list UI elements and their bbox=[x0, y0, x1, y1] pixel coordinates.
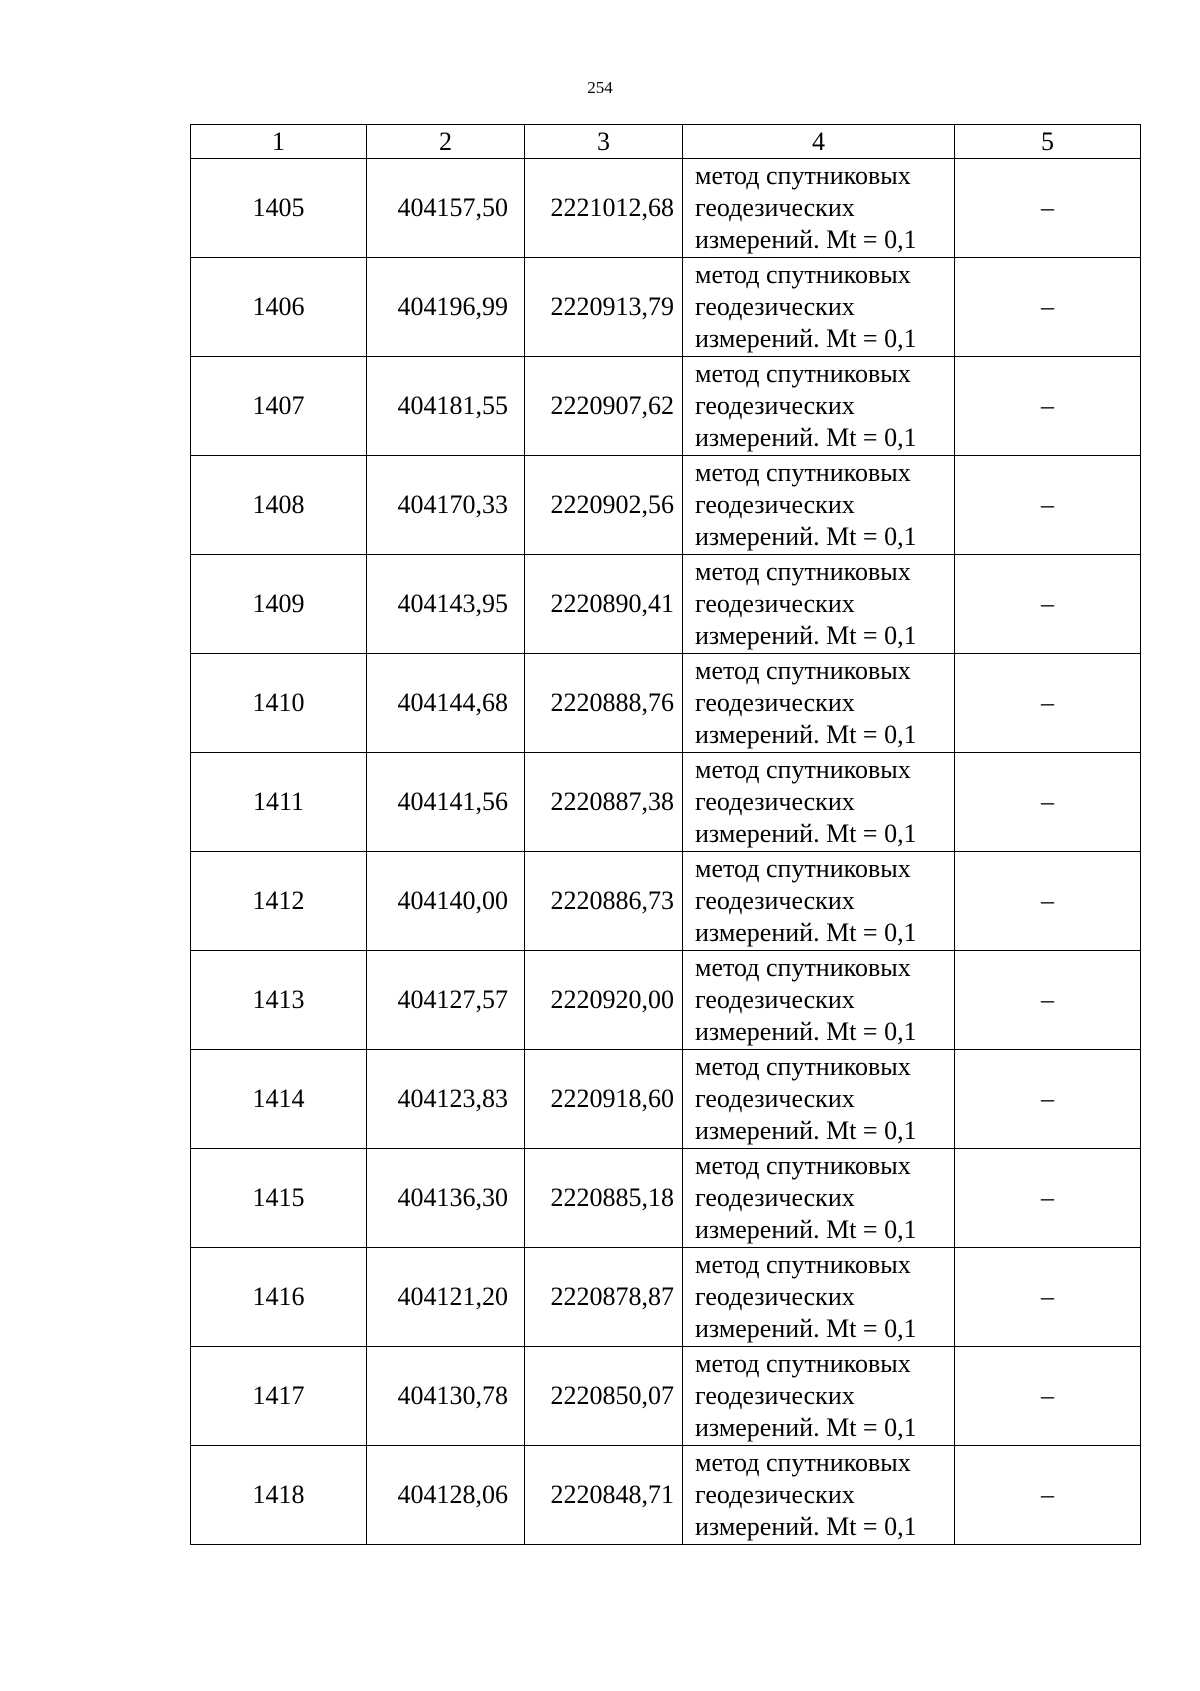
column-5-cell: – bbox=[955, 1347, 1141, 1446]
column-5-cell: – bbox=[955, 1149, 1141, 1248]
y-coordinate-cell: 2220902,56 bbox=[525, 456, 683, 555]
method-cell bbox=[683, 753, 955, 852]
method-line: измерений. Mt = 0,1 bbox=[695, 918, 917, 947]
column-5-cell: – bbox=[955, 456, 1141, 555]
table-row bbox=[191, 951, 1141, 1050]
table-row bbox=[191, 1149, 1141, 1248]
column-header: 2 bbox=[367, 125, 525, 159]
table-row bbox=[191, 753, 1141, 852]
table-row bbox=[191, 357, 1141, 456]
table-row bbox=[191, 159, 1141, 258]
coordinates-table bbox=[190, 124, 1141, 1545]
method-line: геодезических bbox=[695, 589, 855, 618]
point-number-cell: 1418 bbox=[191, 1446, 367, 1545]
table-row bbox=[191, 1248, 1141, 1347]
point-number-cell: 1408 bbox=[191, 456, 367, 555]
table-row bbox=[191, 1050, 1141, 1149]
x-coordinate-cell: 404196,99 bbox=[367, 258, 525, 357]
method-line: геодезических bbox=[695, 490, 855, 519]
method-line: измерений. Mt = 0,1 bbox=[695, 1314, 917, 1343]
method-line: измерений. Mt = 0,1 bbox=[695, 423, 917, 452]
x-coordinate-cell: 404170,33 bbox=[367, 456, 525, 555]
method-cell bbox=[683, 1248, 955, 1347]
method-line: метод спутниковых bbox=[695, 1052, 911, 1081]
point-number-cell: 1405 bbox=[191, 159, 367, 258]
column-header: 4 bbox=[683, 125, 955, 159]
x-coordinate-cell: 404127,57 bbox=[367, 951, 525, 1050]
y-coordinate-cell: 2220878,87 bbox=[525, 1248, 683, 1347]
y-coordinate-cell: 2220850,07 bbox=[525, 1347, 683, 1446]
point-number-cell: 1411 bbox=[191, 753, 367, 852]
method-line: измерений. Mt = 0,1 bbox=[695, 1215, 917, 1244]
point-number-cell: 1406 bbox=[191, 258, 367, 357]
method-line: метод спутниковых bbox=[695, 854, 911, 883]
method-line: метод спутниковых bbox=[695, 755, 911, 784]
table-row bbox=[191, 852, 1141, 951]
point-number-cell: 1409 bbox=[191, 555, 367, 654]
method-cell bbox=[683, 357, 955, 456]
point-number-cell: 1415 bbox=[191, 1149, 367, 1248]
method-cell bbox=[683, 1347, 955, 1446]
method-cell bbox=[683, 1446, 955, 1545]
method-line: геодезических bbox=[695, 193, 855, 222]
method-cell bbox=[683, 1050, 955, 1149]
method-line: метод спутниковых bbox=[695, 1349, 911, 1378]
point-number-cell: 1410 bbox=[191, 654, 367, 753]
point-number-cell: 1417 bbox=[191, 1347, 367, 1446]
x-coordinate-cell: 404136,30 bbox=[367, 1149, 525, 1248]
method-line: геодезических bbox=[695, 985, 855, 1014]
method-cell bbox=[683, 951, 955, 1050]
method-line: измерений. Mt = 0,1 bbox=[695, 225, 917, 254]
method-line: измерений. Mt = 0,1 bbox=[695, 621, 917, 650]
column-5-cell: – bbox=[955, 852, 1141, 951]
column-5-cell: – bbox=[955, 555, 1141, 654]
method-line: геодезических bbox=[695, 1183, 855, 1212]
y-coordinate-cell: 2220913,79 bbox=[525, 258, 683, 357]
column-5-cell: – bbox=[955, 1248, 1141, 1347]
point-number-cell: 1413 bbox=[191, 951, 367, 1050]
method-line: измерений. Mt = 0,1 bbox=[695, 1413, 917, 1442]
y-coordinate-cell: 2220920,00 bbox=[525, 951, 683, 1050]
method-line: геодезических bbox=[695, 391, 855, 420]
x-coordinate-cell: 404128,06 bbox=[367, 1446, 525, 1545]
y-coordinate-cell: 2220918,60 bbox=[525, 1050, 683, 1149]
x-coordinate-cell: 404181,55 bbox=[367, 357, 525, 456]
x-coordinate-cell: 404157,50 bbox=[367, 159, 525, 258]
method-line: метод спутниковых bbox=[695, 161, 911, 190]
column-5-cell: – bbox=[955, 1050, 1141, 1149]
method-cell bbox=[683, 555, 955, 654]
method-line: метод спутниковых bbox=[695, 458, 911, 487]
column-5-cell: – bbox=[955, 357, 1141, 456]
y-coordinate-cell: 2220890,41 bbox=[525, 555, 683, 654]
column-header: 3 bbox=[525, 125, 683, 159]
x-coordinate-cell: 404140,00 bbox=[367, 852, 525, 951]
method-cell bbox=[683, 456, 955, 555]
method-cell bbox=[683, 1149, 955, 1248]
method-line: измерений. Mt = 0,1 bbox=[695, 819, 917, 848]
method-line: метод спутниковых bbox=[695, 359, 911, 388]
table-body bbox=[191, 159, 1141, 1545]
method-line: измерений. Mt = 0,1 bbox=[695, 1512, 917, 1541]
y-coordinate-cell: 2220887,38 bbox=[525, 753, 683, 852]
method-line: геодезических bbox=[695, 1480, 855, 1509]
point-number-cell: 1414 bbox=[191, 1050, 367, 1149]
method-line: геодезических bbox=[695, 1282, 855, 1311]
column-5-cell: – bbox=[955, 753, 1141, 852]
method-line: геодезических bbox=[695, 688, 855, 717]
method-line: метод спутниковых bbox=[695, 656, 911, 685]
method-line: метод спутниковых bbox=[695, 557, 911, 586]
y-coordinate-cell: 2220907,62 bbox=[525, 357, 683, 456]
x-coordinate-cell: 404141,56 bbox=[367, 753, 525, 852]
table-row bbox=[191, 555, 1141, 654]
method-line: метод спутниковых bbox=[695, 953, 911, 982]
method-line: измерений. Mt = 0,1 bbox=[695, 324, 917, 353]
table-row bbox=[191, 456, 1141, 555]
table-row bbox=[191, 1347, 1141, 1446]
method-line: метод спутниковых bbox=[695, 260, 911, 289]
method-line: геодезических bbox=[695, 1381, 855, 1410]
method-cell bbox=[683, 258, 955, 357]
x-coordinate-cell: 404121,20 bbox=[367, 1248, 525, 1347]
table-row bbox=[191, 654, 1141, 753]
y-coordinate-cell: 2220886,73 bbox=[525, 852, 683, 951]
method-line: геодезических bbox=[695, 787, 855, 816]
table-row bbox=[191, 258, 1141, 357]
x-coordinate-cell: 404144,68 bbox=[367, 654, 525, 753]
column-header: 1 bbox=[191, 125, 367, 159]
method-line: измерений. Mt = 0,1 bbox=[695, 522, 917, 551]
column-5-cell: – bbox=[955, 951, 1141, 1050]
method-line: метод спутниковых bbox=[695, 1151, 911, 1180]
method-line: измерений. Mt = 0,1 bbox=[695, 1017, 917, 1046]
point-number-cell: 1412 bbox=[191, 852, 367, 951]
method-cell bbox=[683, 159, 955, 258]
x-coordinate-cell: 404143,95 bbox=[367, 555, 525, 654]
method-cell bbox=[683, 654, 955, 753]
y-coordinate-cell: 2220888,76 bbox=[525, 654, 683, 753]
point-number-cell: 1407 bbox=[191, 357, 367, 456]
column-header: 5 bbox=[955, 125, 1141, 159]
column-5-cell: – bbox=[955, 159, 1141, 258]
table-row bbox=[191, 1446, 1141, 1545]
method-line: геодезических bbox=[695, 886, 855, 915]
column-5-cell: – bbox=[955, 1446, 1141, 1545]
method-line: измерений. Mt = 0,1 bbox=[695, 720, 917, 749]
y-coordinate-cell: 2220848,71 bbox=[525, 1446, 683, 1545]
table-header-row bbox=[191, 125, 1141, 159]
method-line: геодезических bbox=[695, 292, 855, 321]
y-coordinate-cell: 2221012,68 bbox=[525, 159, 683, 258]
method-line: измерений. Mt = 0,1 bbox=[695, 1116, 917, 1145]
x-coordinate-cell: 404130,78 bbox=[367, 1347, 525, 1446]
point-number-cell: 1416 bbox=[191, 1248, 367, 1347]
method-line: метод спутниковых bbox=[695, 1250, 911, 1279]
method-cell bbox=[683, 852, 955, 951]
page-number: 254 bbox=[587, 78, 613, 97]
method-line: геодезических bbox=[695, 1084, 855, 1113]
method-line: метод спутниковых bbox=[695, 1448, 911, 1477]
x-coordinate-cell: 404123,83 bbox=[367, 1050, 525, 1149]
column-5-cell: – bbox=[955, 654, 1141, 753]
column-5-cell: – bbox=[955, 258, 1141, 357]
y-coordinate-cell: 2220885,18 bbox=[525, 1149, 683, 1248]
